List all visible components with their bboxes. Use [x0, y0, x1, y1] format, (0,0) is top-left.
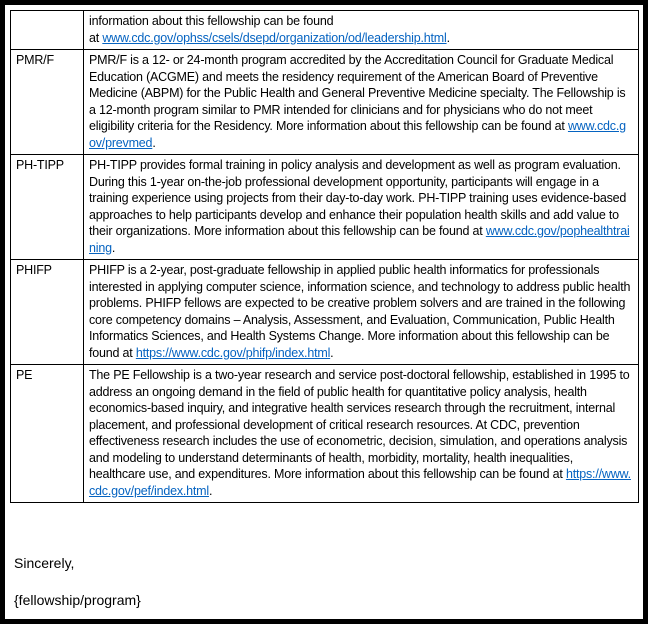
closing-text: Sincerely, [14, 555, 75, 571]
phifp-index-link[interactable]: https://www.cdc.gov/phifp/index.html [135, 345, 331, 360]
fellowship-abbreviation: PHIFP [11, 260, 84, 365]
fellowship-descriptions-table [10, 10, 639, 503]
fellowship-description [84, 50, 639, 155]
description-text: The PE Fellowship is a two-year research and service post-doctoral fellowship, established in 1995 to address an ongoing demand in the field of public health for quantitative policy analysis, health economics-based inquiry, and integrative health services research through the recruitment, internal placement, and professional development of critical research resources. At CDC, prevention effectiveness research includes the use of econometric, decision, simulation, and operations analysis and modeling to understand determinants of health, morbidity, mortality, health inequalities, healthcare use, and expenditures. More information about this fellowship can be found at [89, 368, 630, 481]
fellowship-row-phtipp [11, 155, 639, 260]
pef-index-link[interactable]: https://www.cdc.gov/pef/index.html [89, 467, 631, 498]
fellowship-abbreviation: PMR/F [11, 50, 84, 155]
fellowship-description [84, 365, 639, 503]
fellowship-row-phifp [11, 260, 639, 365]
after-link-period: . [446, 30, 450, 45]
fellowship-description [84, 260, 639, 365]
signature-placeholder: {fellowship/program} [14, 592, 141, 608]
fellowship-abbreviation: PE [11, 365, 84, 503]
fellowship-row-pmrf [11, 50, 639, 155]
fellowship-description [84, 155, 639, 260]
fellowship-row-pe [11, 365, 639, 503]
leadership-link[interactable]: www.cdc.gov/ophss/csels/dsepd/organization/od/leadership.html [102, 30, 447, 45]
fellowship-description [84, 11, 639, 50]
description-text-line1: information about this fellowship can be found [89, 14, 334, 28]
after-link-period: . [152, 135, 156, 150]
after-link-period: . [330, 345, 334, 360]
after-link-period: . [208, 483, 213, 498]
fellowship-abbreviation: PH-TIPP [11, 155, 84, 260]
description-text-line2-prefix: at [89, 30, 103, 45]
document-content [5, 5, 643, 614]
description-text: PMR/F is a 12- or 24-month program accredited by the Accreditation Council for Graduate Medical Education (ACGME) and meets the residency requirement of the American Board of Preventive Medicine (ABPM) for the Public Health and General Preventive Medicine specialty. The Fellowship is a 12-month program similar to PMR intended for clinicians and for physicians who do not meet eligibility criteria for the Residency. More information about this fellowship can be found at [89, 53, 626, 133]
after-link-period: . [111, 240, 116, 255]
description-text: PH-TIPP provides formal training in policy analysis and development as well as program evaluation. During this 1-year on-the-job professional development opportunity, participants will engage in a training experience using projects from their day-to-day work. PH-TIPP training uses evidence-based approaches to help participants develop and enhance their population health skills and add value to their organizations. More information about this fellowship can be found at [89, 158, 627, 238]
prevmed-link[interactable]: www.cdc.gov/prevmed [89, 119, 626, 150]
fellowship-row-continuation [11, 11, 639, 50]
pophealthtraining-link[interactable]: www.cdc.gov/pophealthtraining [89, 224, 630, 255]
fellowship-abbreviation [11, 11, 84, 50]
description-text: PHIFP is a 2-year, post-graduate fellowship in applied public health informatics for professionals interested in applying computer science, information science, and technology to address public health problems. PHIFP fellows are expected to be creative problem solvers and are trained in the following core competency domains – Analysis, Assessment, and Evaluation, Communication, Public Health Informatics Sciences, and Health Systems Change. More information about this fellowship can be found at [89, 263, 631, 360]
